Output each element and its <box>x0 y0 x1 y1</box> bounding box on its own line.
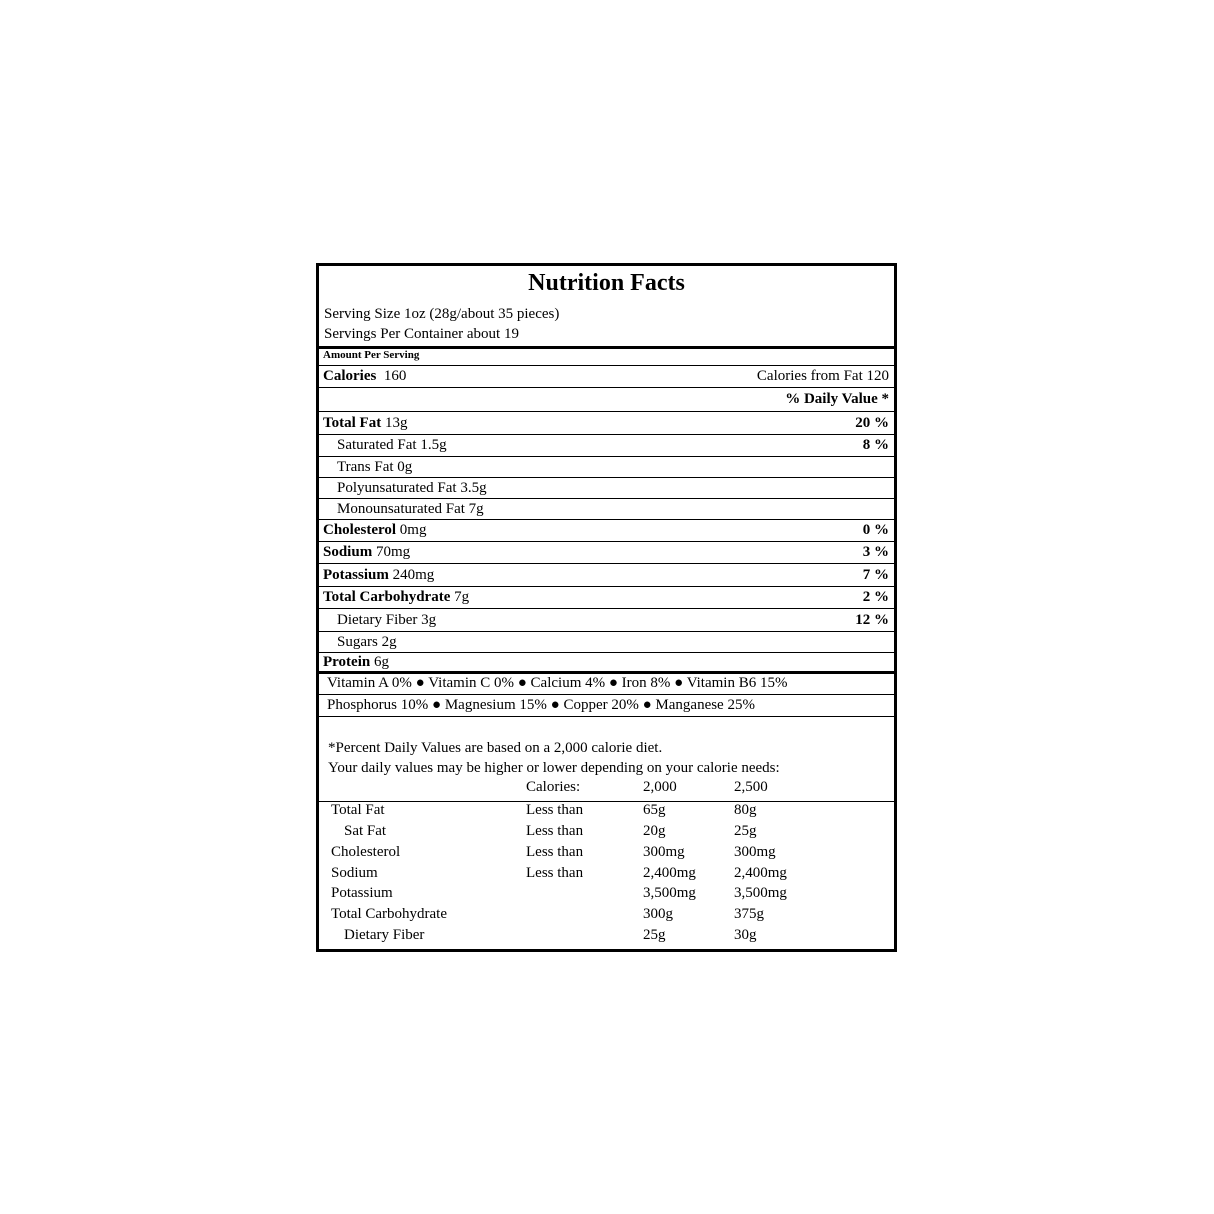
reference-row-sodium <box>319 865 894 886</box>
nutrient-name: Monounsaturated Fat 7g <box>337 501 484 517</box>
reference-2500: 375g <box>734 906 764 922</box>
nutrient-row-sodium <box>319 542 894 563</box>
nutrient-name: Cholesterol <box>323 522 397 538</box>
footnote-line-1: *Percent Daily Values are based on a 2,000 calorie diet. <box>328 740 663 756</box>
reference-row-potassium <box>319 885 894 906</box>
nutrient-amount: 0mg <box>399 522 427 538</box>
reference-2500: 80g <box>734 802 757 818</box>
calories-label: Calories <box>323 368 377 384</box>
nutrient-row-sugars <box>319 632 894 652</box>
nutrient-row-monounsaturated-fat <box>319 499 894 519</box>
footnote-line-2: Your daily values may be higher or lower depending on your calorie needs: <box>328 760 780 776</box>
nutrient-amount: 70mg <box>375 544 411 560</box>
reference-row-dietary-fiber <box>319 927 894 948</box>
nutrient-dv: 0 % <box>862 522 889 538</box>
vitamins-line-2: Phosphorus 10% ● Magnesium 15% ● Copper 20% ● Manganese 25% <box>327 697 755 713</box>
nutrient-dv: 20 % <box>855 415 889 431</box>
reference-name: Sodium <box>331 865 378 881</box>
reference-2000: 65g <box>643 802 666 818</box>
reference-name: Total Carbohydrate <box>331 906 447 922</box>
label-title: Nutrition Facts <box>528 270 685 296</box>
reference-2500: 30g <box>734 927 757 943</box>
nutrient-name: Dietary Fiber 3g <box>337 612 437 628</box>
reference-2500: 3,500mg <box>734 885 787 901</box>
reference-qualifier: Less than <box>526 823 584 839</box>
nutrition-facts-label <box>316 263 897 952</box>
calories-value: 160 <box>383 368 407 384</box>
nutrient-row-polyunsaturated-fat <box>319 478 894 498</box>
nutrient-amount: 7g <box>454 589 470 605</box>
nutrient-dv: 8 % <box>862 437 889 453</box>
nutrient-dv: 7 % <box>862 567 889 583</box>
nutrient-name: Polyunsaturated Fat 3.5g <box>337 480 487 496</box>
nutrient-row-saturated-fat <box>319 435 894 456</box>
nutrient-dv: 12 % <box>855 612 889 628</box>
reference-name: Total Fat <box>331 802 385 818</box>
column-2000: 2,000 <box>643 779 677 795</box>
reference-2500: 300mg <box>734 844 776 860</box>
nutrient-name: Total Fat <box>323 415 382 431</box>
calories-from-fat: Calories from Fat 120 <box>756 368 889 384</box>
reference-table-header <box>319 779 894 800</box>
nutrient-dv: 3 % <box>862 544 889 560</box>
reference-row-cholesterol <box>319 844 894 865</box>
reference-name: Potassium <box>331 885 393 901</box>
amount-per-serving-label: Amount Per Serving <box>323 349 420 361</box>
reference-name: Sat Fat <box>344 823 387 839</box>
reference-2000: 25g <box>643 927 666 943</box>
calories-row <box>319 366 894 387</box>
reference-2500: 25g <box>734 823 757 839</box>
reference-row-sat-fat <box>319 823 894 844</box>
serving-size: Serving Size 1oz (28g/about 35 pieces) <box>324 306 560 322</box>
nutrient-dv: 2 % <box>862 589 889 605</box>
reference-2000: 300mg <box>643 844 685 860</box>
amount-per-serving-row <box>319 349 894 365</box>
daily-value-header-row <box>319 388 894 411</box>
nutrient-name: Sugars 2g <box>337 634 397 650</box>
servings-per-container: Servings Per Container about 19 <box>324 326 519 342</box>
nutrient-name: Sodium <box>323 544 373 560</box>
reference-qualifier: Less than <box>526 802 584 818</box>
reference-row-total-carbohydrate <box>319 906 894 927</box>
reference-qualifier: Less than <box>526 844 584 860</box>
nutrient-amount: 6g <box>373 654 389 670</box>
reference-2000: 3,500mg <box>643 885 696 901</box>
calories-column-label: Calories: <box>526 779 581 795</box>
nutrient-name: Total Carbohydrate <box>323 589 451 605</box>
nutrient-row-total-carbohydrate <box>319 587 894 608</box>
vitamins-line-1: Vitamin A 0% ● Vitamin C 0% ● Calcium 4% ● Iron 8% ● Vitamin B6 15% <box>327 675 788 691</box>
reference-name: Dietary Fiber <box>344 927 425 943</box>
divider <box>319 716 894 717</box>
nutrient-name: Saturated Fat 1.5g <box>337 437 447 453</box>
nutrient-name: Protein <box>323 654 371 670</box>
nutrient-amount: 240mg <box>392 567 435 583</box>
reference-2000: 2,400mg <box>643 865 696 881</box>
nutrient-row-trans-fat <box>319 457 894 478</box>
reference-row-total-fat <box>319 802 894 823</box>
nutrient-row-potassium <box>319 564 894 586</box>
nutrient-row-total-fat <box>319 412 894 434</box>
reference-2500: 2,400mg <box>734 865 787 881</box>
nutrient-name: Potassium <box>323 567 389 583</box>
nutrient-amount: 13g <box>384 415 408 431</box>
nutrient-row-cholesterol <box>319 520 894 541</box>
reference-name: Cholesterol <box>331 844 401 860</box>
reference-qualifier: Less than <box>526 865 584 881</box>
reference-2000: 300g <box>643 906 673 922</box>
nutrient-row-protein <box>319 653 894 672</box>
column-2500: 2,500 <box>734 779 768 795</box>
reference-2000: 20g <box>643 823 666 839</box>
nutrient-row-dietary-fiber <box>319 609 894 631</box>
nutrient-name: Trans Fat 0g <box>337 459 413 475</box>
daily-value-header: % Daily Value * <box>785 391 889 407</box>
